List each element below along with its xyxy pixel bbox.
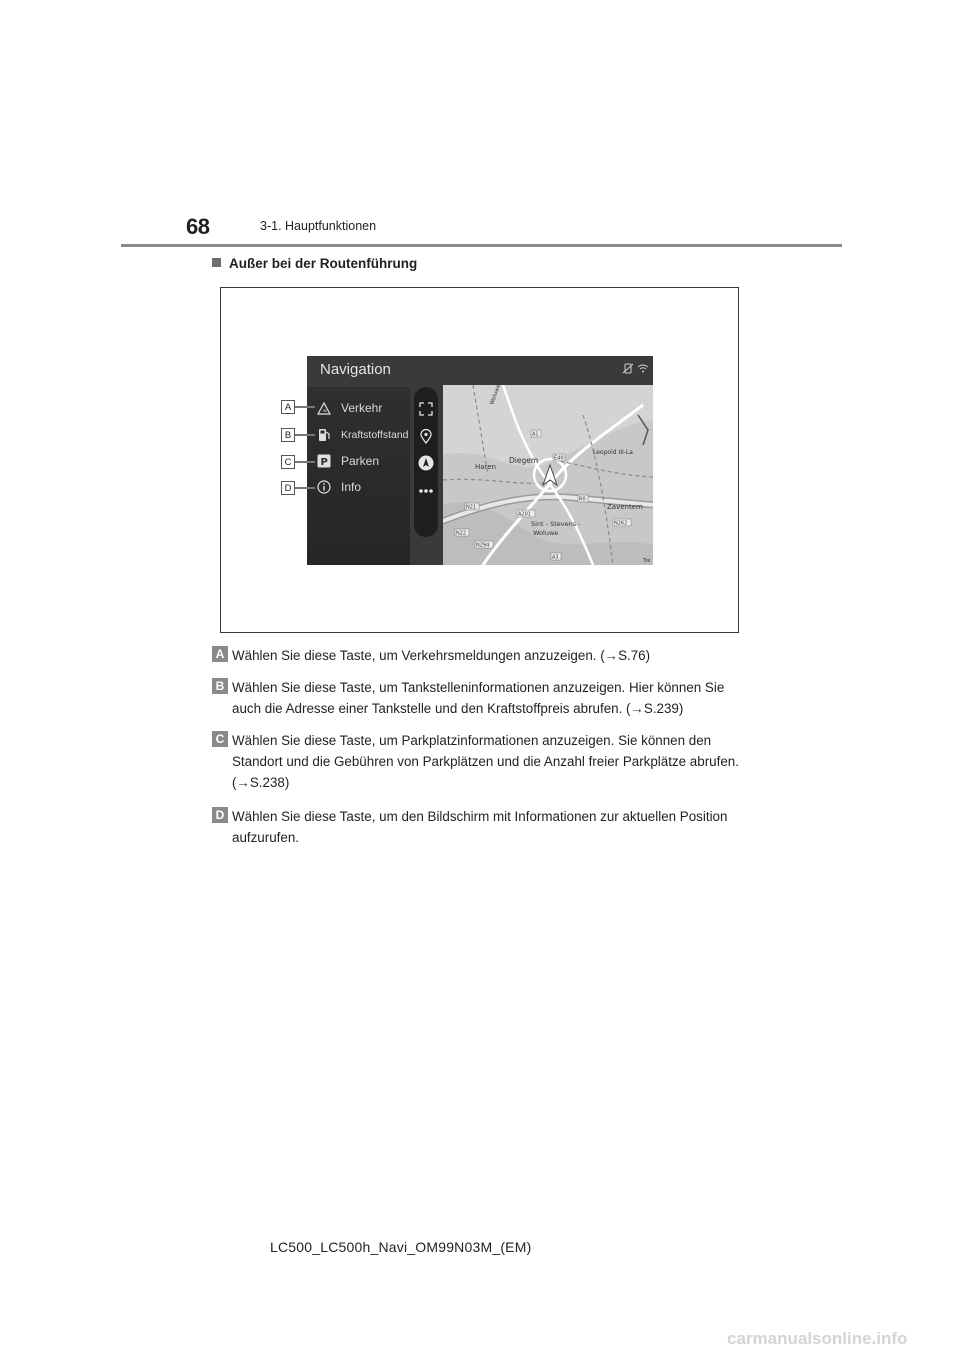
- info-icon: [317, 480, 331, 494]
- callout-a-leader: [295, 406, 315, 408]
- page-number: 68: [186, 214, 210, 239]
- label-box-b: B: [212, 678, 228, 694]
- callout-c: C: [281, 455, 295, 469]
- svg-text:P: P: [320, 457, 328, 468]
- callout-b-leader: [295, 434, 315, 436]
- subheading-text: Außer bei der Routenführung: [229, 256, 418, 271]
- label-box-c: C: [212, 731, 228, 747]
- description-c: [212, 730, 752, 793]
- footer-code: LC500_LC500h_Navi_OM99N03M_(EM): [270, 1239, 532, 1255]
- svg-text:≈: ≈: [322, 407, 328, 414]
- location-pin-icon[interactable]: [418, 428, 434, 444]
- menu-item-info[interactable]: [317, 476, 361, 498]
- map-label: Haren: [475, 463, 497, 471]
- map-view[interactable]: [443, 385, 653, 565]
- callout-d: D: [281, 481, 295, 495]
- parking-icon: [317, 454, 331, 468]
- map-label: Sint - Stevens -: [531, 520, 581, 528]
- map-label: N22: [456, 530, 467, 537]
- map-label: A201: [518, 511, 531, 518]
- map-label: N21: [466, 504, 477, 511]
- description-text: Wählen Sie diese Taste, um Parkplatzinformationen anzuzeigen. Sie können den Standort und die Gebühren von Parkplätzen und die Anzahl freier Parkplätze abrufen. (→S.238): [232, 733, 739, 790]
- callout-b: B: [281, 428, 295, 442]
- compass-icon[interactable]: [418, 455, 434, 471]
- menu-item-label: Info: [341, 480, 362, 494]
- menu-item-parken[interactable]: [317, 450, 379, 472]
- callout-c-leader: [295, 461, 315, 463]
- description-b: [212, 677, 752, 719]
- wifi-icon: [637, 363, 649, 374]
- expand-icon[interactable]: [418, 401, 434, 417]
- square-bullet-icon: [212, 258, 221, 267]
- description-text: Wählen Sie diese Taste, um Verkehrsmeldungen anzuzeigen. (→S.76): [232, 648, 651, 663]
- menu-item-label: Parken: [341, 454, 380, 468]
- screen-title: Navigation: [320, 361, 391, 378]
- map-label: Leopold III-La: [593, 449, 633, 456]
- menu-item-label: Kraftstoffstand: [341, 429, 409, 441]
- map-label: N294: [476, 542, 490, 549]
- section-title: 3-1. Hauptfunktionen: [260, 219, 377, 233]
- description-text: Wählen Sie diese Taste, um den Bildschirm mit Informationen zur aktuellen Position aufzurufen.: [232, 809, 728, 845]
- map-label: Diegem: [509, 456, 539, 465]
- menu-item-kraftstoffstand[interactable]: [317, 424, 409, 446]
- map-label: A3: [552, 554, 559, 561]
- map-label: Woluwe: [489, 385, 503, 406]
- description-d: [212, 806, 752, 848]
- warning-triangle-icon: [317, 401, 331, 415]
- more-icon[interactable]: [418, 483, 434, 499]
- map-label: Tre: [643, 558, 651, 564]
- callout-a: A: [281, 400, 295, 414]
- map-label: E40: [554, 455, 564, 462]
- subheading: [212, 256, 417, 271]
- status-icons: [622, 363, 649, 377]
- side-menu: [307, 387, 410, 565]
- fuel-pump-icon: [317, 428, 331, 442]
- menu-item-verkehr[interactable]: [317, 397, 382, 419]
- no-phone-icon: [622, 363, 634, 374]
- navigation-screen: [307, 356, 653, 565]
- map-label: Zaventem: [607, 503, 643, 511]
- map-label: N262: [614, 520, 628, 527]
- label-box-a: A: [212, 646, 228, 662]
- menu-item-label: Verkehr: [341, 401, 383, 415]
- watermark[interactable]: carmanualsonline.info: [727, 1329, 908, 1348]
- map-graphic: [443, 385, 653, 565]
- header-rule: [121, 244, 842, 247]
- map-control-rail: [414, 387, 438, 537]
- callout-d-leader: [295, 487, 315, 489]
- description-text: Wählen Sie diese Taste, um Tankstelleninformationen anzuzeigen. Hier können Sie auch die Adresse einer Tankstelle und den Kraftstoffpreis abrufen. (→S.239): [232, 680, 725, 716]
- description-a: [212, 645, 752, 666]
- map-label: A1: [532, 431, 539, 438]
- map-label: Woluwe: [533, 529, 559, 537]
- label-box-d: D: [212, 807, 228, 823]
- map-label: R0: [579, 496, 586, 503]
